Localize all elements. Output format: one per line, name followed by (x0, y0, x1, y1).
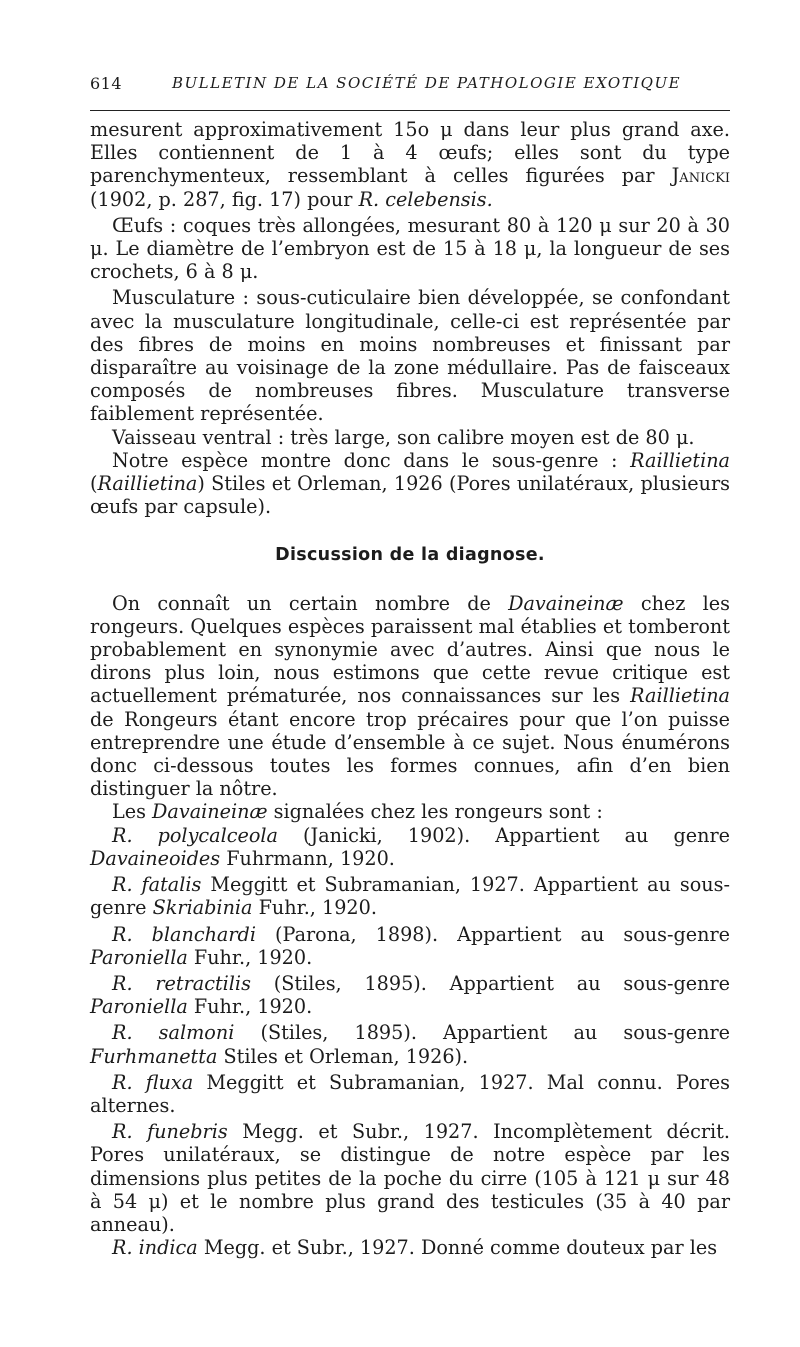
journal-title: BULLETIN DE LA SOCIÉTÉ DE PATHOLOGIE EXOTIQUE (172, 74, 682, 92)
species-entry: R. funebris Megg. et Subr., 1927. Incomplètement décrit. Pores unilatéraux, se distingue de notre espèce par les dimensions plus petites de la poche du cirre (105 à 121 μ sur 48 à 54 μ) et le nombre plus grand des testicules (35 à 40 par anneau). (90, 1120, 730, 1236)
running-header (90, 72, 730, 102)
header-rule (90, 110, 730, 111)
paragraph: Œufs : coques très allongées, mesurant 80 à 120 μ sur 20 à 30 μ. Le diamètre de l’embryon est de 15 à 18 μ, la longueur de ses crochets, 6 à 8 μ. (90, 213, 730, 284)
section-heading: Discussion de la diagnose. (275, 545, 545, 566)
page-number: 614 (90, 74, 123, 93)
paragraph: mesurent approximativement 15o μ dans leur plus grand axe. Elles contiennent de 1 à 4 œufs; elles sont du type parenchymenteux, ressemblant à celles figurées par Janicki (1902, p. 287, fig. 17) pour R. celebensis. (90, 118, 730, 211)
species-entry: R. fatalis Meggitt et Subramanian, 1927. Appartient au sous-genre Skriabinia Fuhr., 1920. (90, 873, 730, 920)
paragraph: Notre espèce montre donc dans le sous-genre : Raillietina (Raillietina) Stiles et Orleman, 1926 (Pores unilatéraux, plusieurs œufs par capsule). (90, 448, 730, 519)
species-entry: R. indica Megg. et Subr., 1927. Donné comme douteux par les (112, 1236, 718, 1260)
species-entry: R. retractilis (Stiles, 1895). Appartient au sous-genre Paroniella Fuhr., 1920. (90, 971, 730, 1019)
species-entry: R. salmoni (Stiles, 1895). Appartient au sous-genre Furhmanetta Stiles et Orleman, 1926). (90, 1021, 730, 1068)
paragraph: On connaît un certain nombre de Davaineinæ chez les rongeurs. Quelques espèces paraissent mal établies et tomberont probablement en synonymie avec d’autres. Ainsi que nous le dirons plus loin, nous estimons que cette revue critique est actuellement prématurée, nos connaissances sur les Raillietina de Rongeurs étant encore trop précaires pour que l’on puisse entreprendre une étude d’ensemble à ce sujet. Nous énumérons donc ci-dessous toutes les formes connues, afin d’en bien distinguer la nôtre. (90, 591, 730, 801)
species-entry: R. fluxa Meggitt et Subramanian, 1927. Mal connu. Pores alternes. (90, 1070, 730, 1117)
paragraph: Musculature : sous-cuticulaire bien développée, se confondant avec la musculature longitudinale, celle-ci est représentée par des fibres de moins en moins nombreuses et finissant par disparaître au voisinage de la zone médullaire. Pas de faisceaux composés de nombreuses fibres. Musculature transverse faiblement représentée. (90, 286, 730, 426)
species-entry: R. polycalceola (Janicki, 1902). Appartient au genre Davaineoides Fuhrmann, 1920. (90, 823, 730, 870)
paragraph: Vaisseau ventral : très large, son calibre moyen est de 80 μ. (112, 425, 695, 449)
body-text (90, 118, 730, 1259)
paragraph: Les Davaineinæ signalées chez les rongeurs sont : (112, 800, 603, 824)
species-entry: R. blanchardi (Parona, 1898). Appartient au sous-genre Paroniella Fuhr., 1920. (90, 922, 731, 969)
